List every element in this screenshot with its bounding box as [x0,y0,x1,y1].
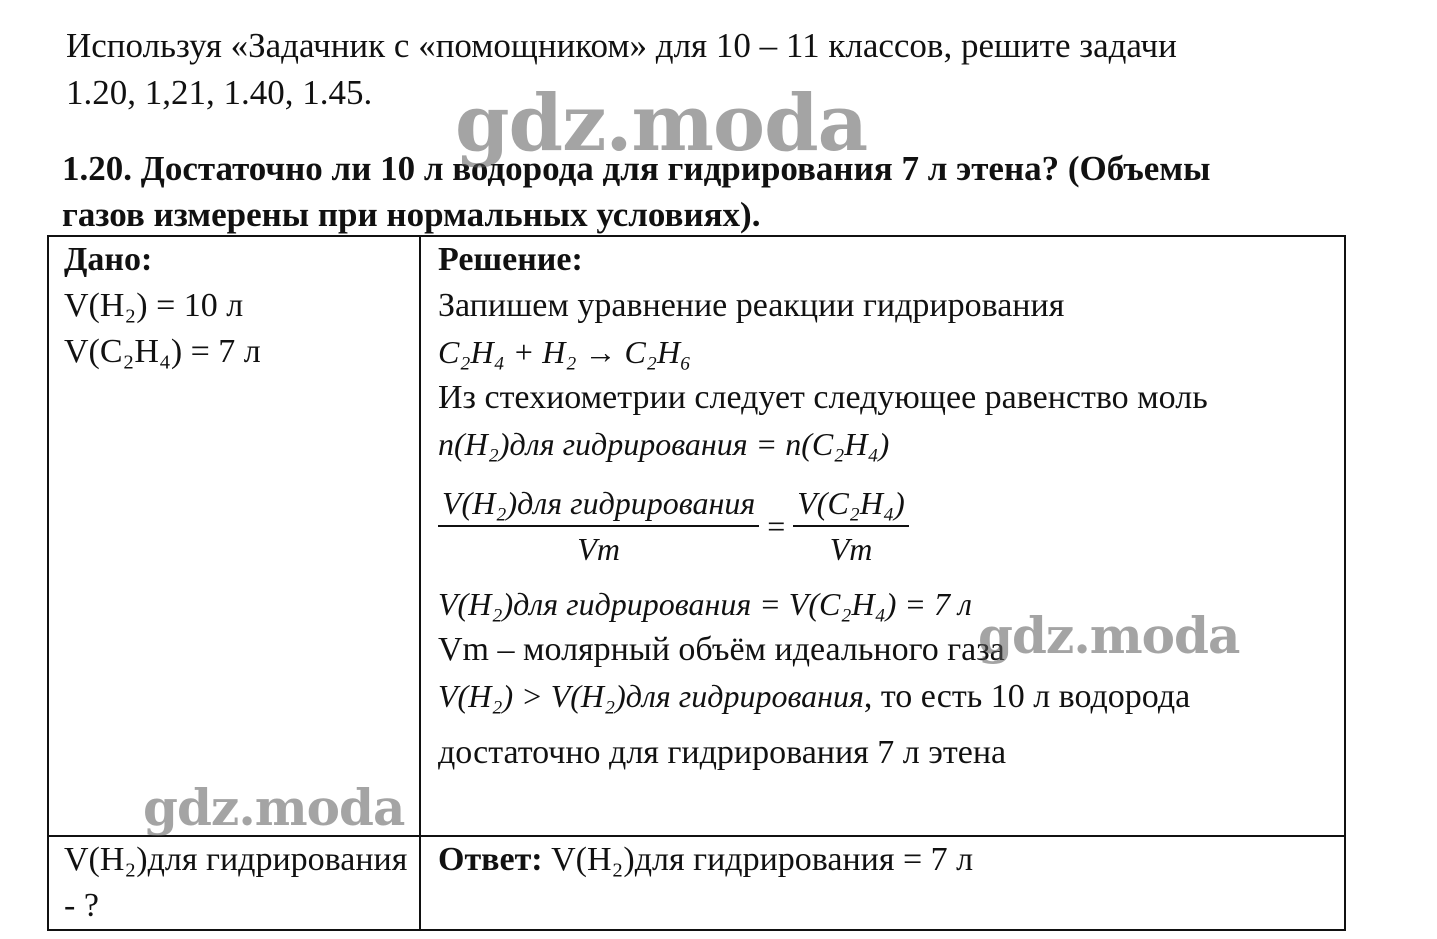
task-line-1: 1.20. Достаточно ли 10 л водорода для гидрирования 7 л этена? (Объемы [62,149,1211,188]
conclusion-part-b: достаточно для гидрирования 7 л этена [438,734,1007,771]
answer-value: V(H₂)для гидрирования = 7 л [551,841,974,878]
watermark-logo-top: gdz.moda [455,78,868,169]
answer-cell [420,836,1345,930]
fraction-right-numerator: V(C₂H₄) [793,483,909,527]
task-line-2: газов измерены при нормальных условиях). [62,195,761,234]
fraction-left [438,483,759,569]
watermark-logo-bottom: gdz.moda [143,778,405,837]
solution-step-1: Запишем уравнение реакции гидрирования [438,287,1065,324]
volume-equation: V(H₂)для гидрирования = V(C₂H₄) = 7 л [438,586,972,622]
conclusion-part-a: , то есть 10 л водорода [863,678,1191,715]
fraction-right [793,483,909,569]
solution-heading: Решение: [438,241,583,278]
intro-line-2: 1.20, 1,21, 1.40, 1.45. [66,73,373,112]
watermark-logo-middle: gdz.moda [978,606,1240,665]
fraction-left-numerator: V(H₂)для гидрирования [438,483,759,527]
solution-step-2: Из стехиометрии следует следующее равенство моль [438,379,1208,416]
fraction-equation [438,471,1344,581]
given-h2-volume: V(H₂) = 10 л [64,287,244,324]
task-statement [62,146,1382,238]
table-row-answer [48,836,1345,930]
given-cell [48,236,420,836]
find-cell [48,836,420,930]
given-c2h4-volume: V(C₂H₄) = 7 л [64,333,261,370]
reaction-equation: C₂H₄ + H₂ → C₂H₆ [438,334,692,370]
given-heading: Дано: [64,241,153,278]
answer-label: Ответ: [438,841,543,878]
intro-text [66,22,1366,116]
table-row-main [48,236,1345,836]
intro-line-1: Используя «Задачник с «помощником» для 10 – 11 классов, решите задачи [66,26,1177,65]
fraction-left-denominator: Vm [577,531,620,567]
solution-cell [420,236,1345,836]
comparison-formula: V(H₂) > V(H₂)для гидрирования [438,678,864,714]
fraction-right-denominator: Vm [829,531,873,567]
vm-note: Vm – молярный объём идеального газа [438,631,1005,668]
comparison-line [438,673,1344,720]
find-value: V(H₂)для гидрирования - ? [64,841,408,924]
solution-table [47,235,1346,931]
moles-equation: n(H₂)для гидрирования = n(C₂H₄) [438,426,890,462]
equals-sign: = [767,508,786,544]
